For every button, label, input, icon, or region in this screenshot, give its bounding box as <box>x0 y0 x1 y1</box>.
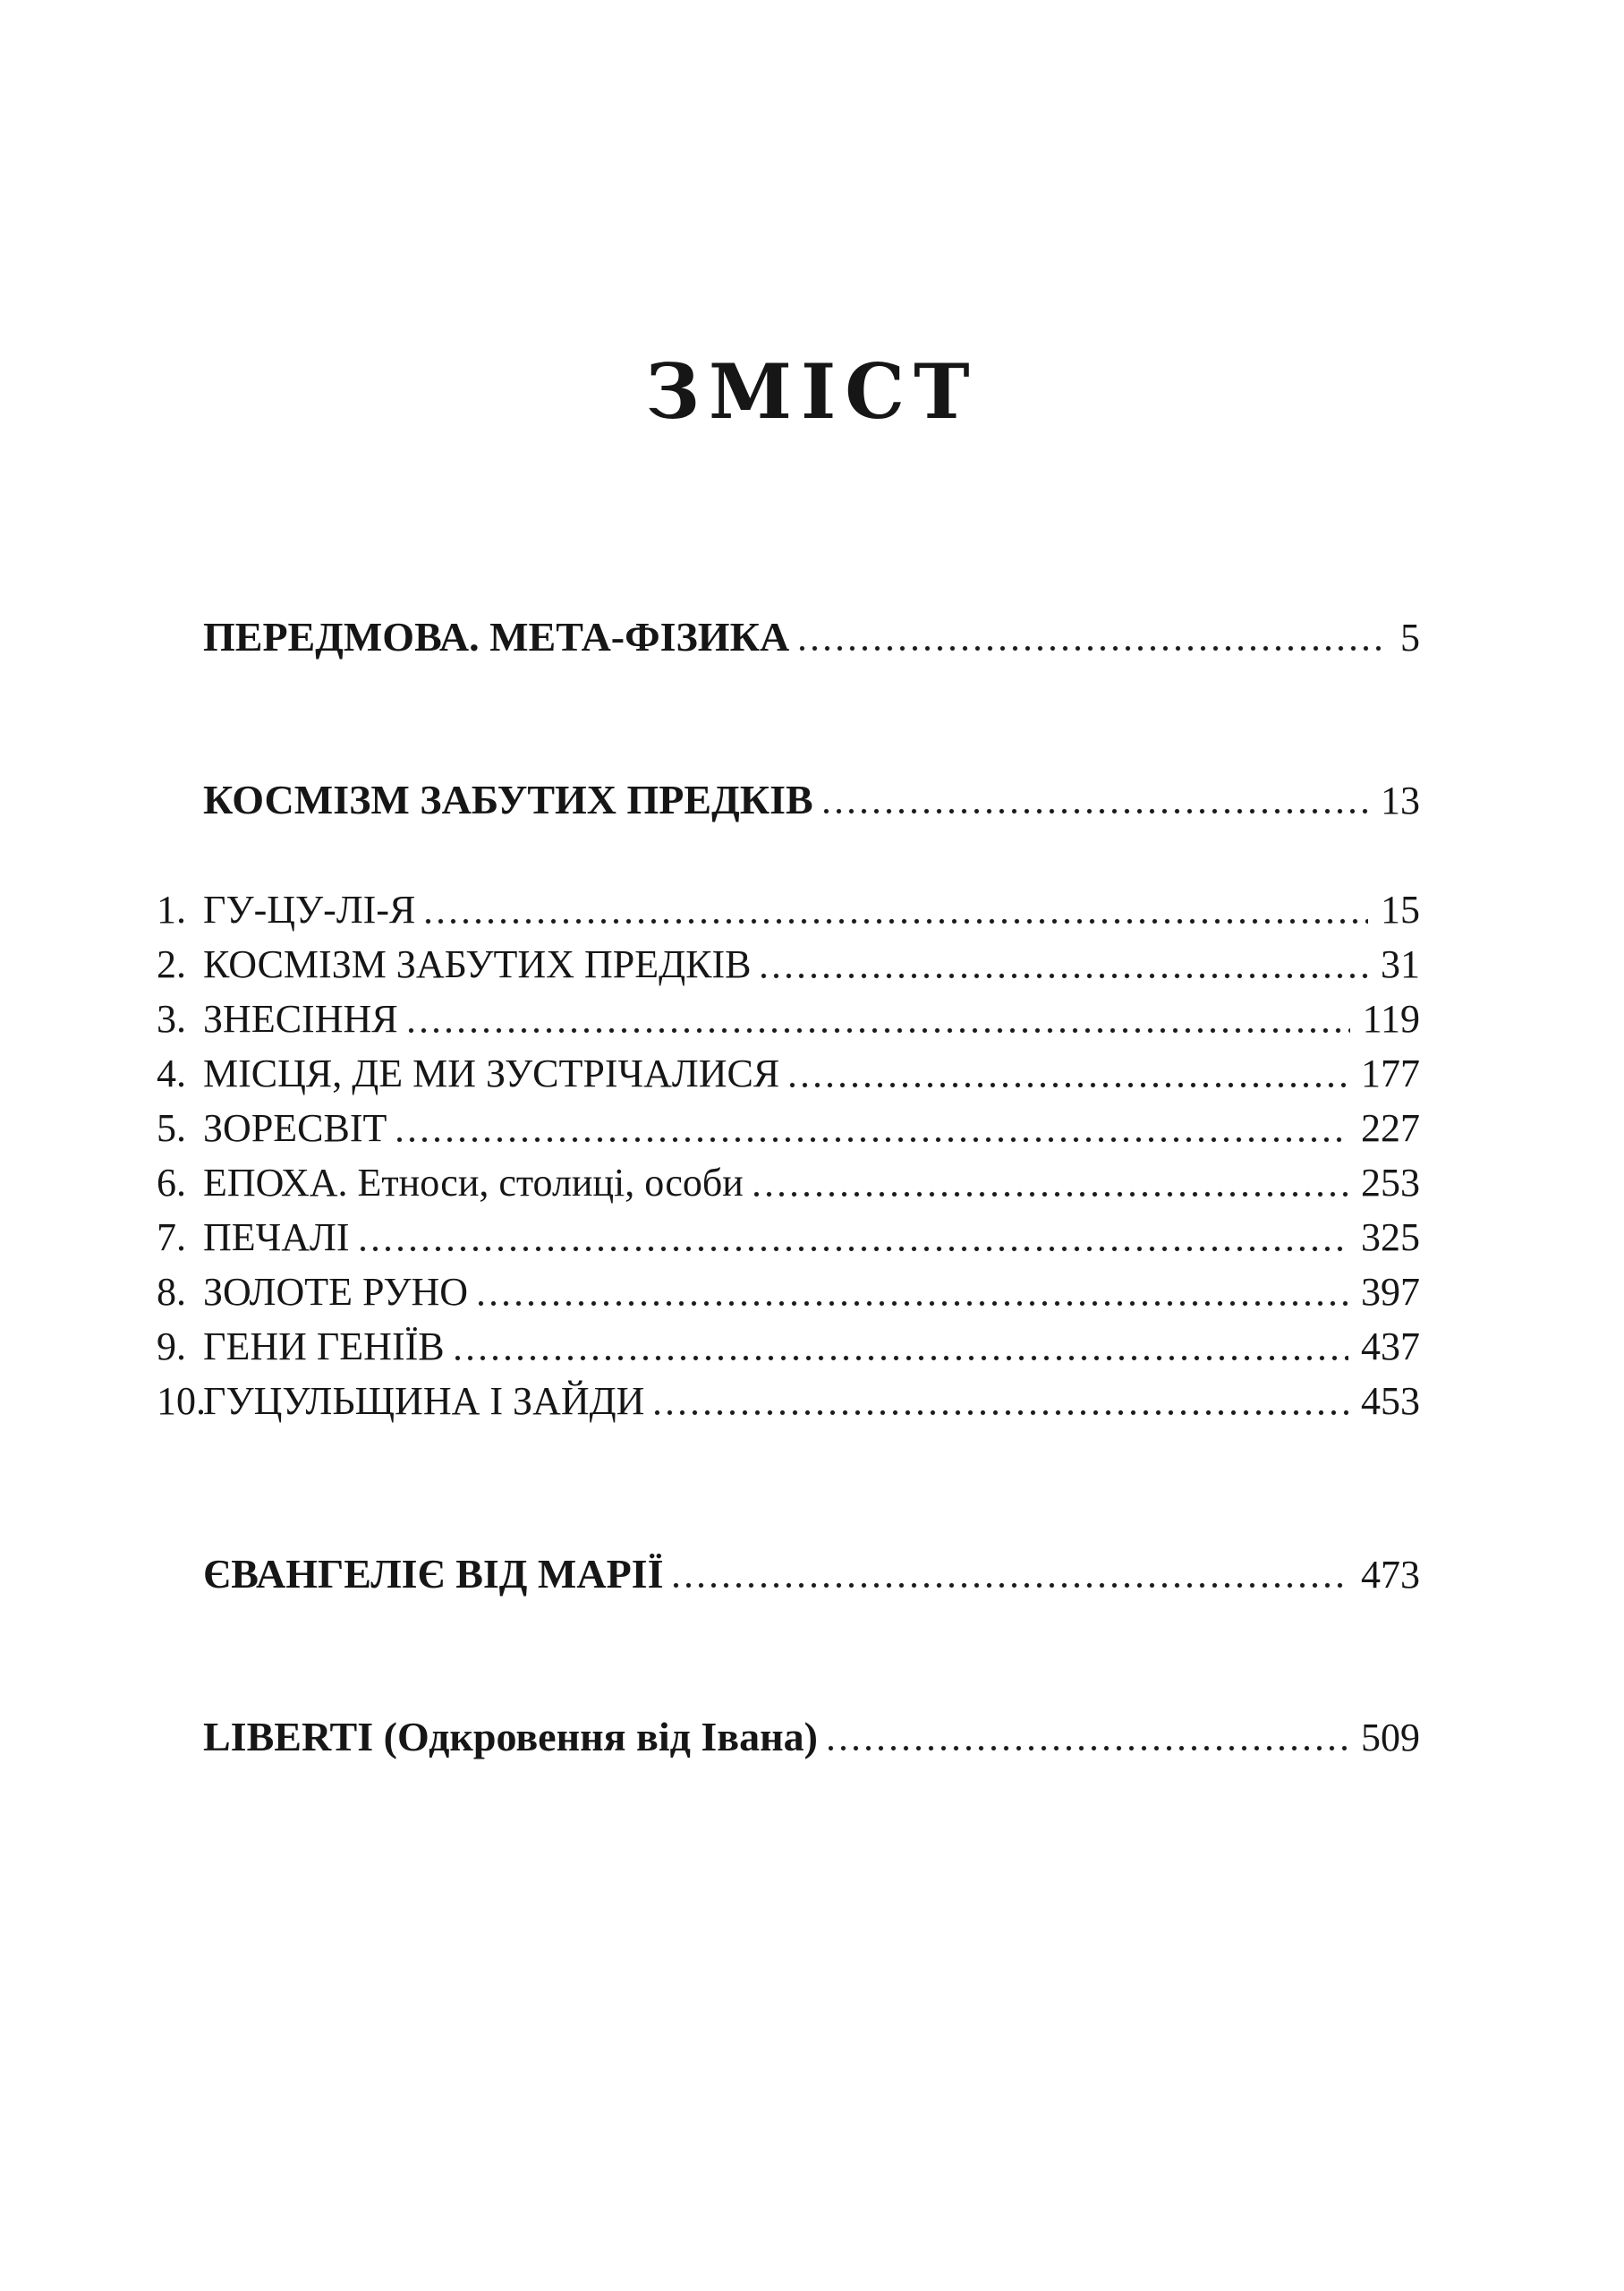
entry-label: ЗОЛОТЕ РУНО <box>203 1270 469 1314</box>
entry-label: ГЕНИ ГЕНІЇВ <box>203 1324 445 1368</box>
dot-leader <box>827 1744 1348 1752</box>
entry-page-number: 5 <box>1400 616 1420 660</box>
chapter-number: 8. <box>157 1270 186 1314</box>
toc-entry-chapter-7 <box>157 1210 1420 1265</box>
dot-leader <box>477 1299 1348 1307</box>
dot-leader <box>359 1245 1348 1253</box>
chapter-number: 4. <box>157 1052 186 1095</box>
chapter-number: 9. <box>157 1324 186 1368</box>
entry-label: ЗОРЕСВІТ <box>203 1106 387 1150</box>
dot-leader <box>653 1409 1348 1417</box>
entry-page-number: 253 <box>1361 1161 1420 1205</box>
entry-label: ЗНЕСІННЯ <box>203 997 398 1041</box>
table-of-contents <box>157 609 1420 1764</box>
entry-page-number: 453 <box>1361 1379 1420 1423</box>
dot-leader <box>760 972 1368 980</box>
toc-entry-preface <box>203 609 1420 664</box>
chapter-number: 5. <box>157 1106 186 1150</box>
chapter-number: 2. <box>157 942 186 986</box>
chapter-number: 10. <box>157 1379 206 1423</box>
dot-leader <box>788 1081 1348 1089</box>
entry-label: ЕПОХА. Етноси, столиці, особи <box>203 1161 744 1205</box>
dot-leader <box>672 1581 1348 1589</box>
toc-entry-chapter-10 <box>157 1374 1420 1428</box>
entry-label: МІСЦЯ, ДЕ МИ ЗУСТРІЧАЛИСЯ <box>203 1052 780 1095</box>
entry-page-number: 119 <box>1362 997 1420 1041</box>
entry-label: ПЕЧАЛІ <box>203 1215 350 1259</box>
chapter-number: 3. <box>157 997 186 1041</box>
toc-entry-part3 <box>203 1709 1420 1764</box>
toc-entry-part1-heading <box>203 772 1420 827</box>
entry-page-number: 473 <box>1361 1553 1420 1597</box>
toc-entry-part2 <box>203 1546 1420 1601</box>
entry-page-number: 227 <box>1361 1106 1420 1150</box>
chapter-number: 1. <box>157 888 186 932</box>
dot-leader <box>395 1136 1348 1144</box>
toc-entry-chapter-5 <box>157 1101 1420 1155</box>
dot-leader <box>752 1190 1348 1198</box>
contents-title: ЗМІСТ <box>645 347 979 436</box>
entry-page-number: 325 <box>1361 1215 1420 1259</box>
entry-page-number: 397 <box>1361 1270 1420 1314</box>
entry-label: КОСМІЗМ ЗАБУТИХ ПРЕДКІВ <box>203 777 813 822</box>
entry-label: LIBERTI (Одкровення від Івана) <box>203 1714 818 1759</box>
entry-page-number: 509 <box>1361 1716 1420 1759</box>
entry-label: ЄВАНГЕЛІЄ ВІД МАРІЇ <box>203 1551 664 1597</box>
toc-entry-chapter-6 <box>157 1155 1420 1210</box>
toc-entry-chapter-4 <box>157 1046 1420 1101</box>
dot-leader <box>407 1026 1350 1035</box>
entry-page-number: 15 <box>1381 888 1420 932</box>
toc-entry-chapter-3 <box>157 992 1420 1046</box>
entry-label: КОСМІЗМ ЗАБУТИХ ПРЕДКІВ <box>203 942 752 986</box>
entry-page-number: 177 <box>1361 1052 1420 1095</box>
dot-leader <box>424 917 1368 925</box>
toc-entry-chapter-2 <box>157 937 1420 992</box>
toc-entry-chapter-1 <box>157 882 1420 937</box>
toc-entry-chapter-9 <box>157 1319 1420 1374</box>
entry-label: ПЕРЕДМОВА. МЕТА-ФІЗИКА <box>203 614 790 660</box>
entry-page-number: 13 <box>1381 779 1420 822</box>
entry-page-number: 31 <box>1381 942 1420 986</box>
chapter-number: 7. <box>157 1215 186 1259</box>
toc-entry-chapter-8 <box>157 1265 1420 1319</box>
entry-label: ГУЦУЛЬЩИНА І ЗАЙДИ <box>203 1379 645 1423</box>
dot-leader <box>822 807 1368 815</box>
chapter-number: 6. <box>157 1161 186 1205</box>
entry-page-number: 437 <box>1361 1324 1420 1368</box>
entry-label: ГУ-ЦУ-ЛІ-Я <box>203 888 416 932</box>
dot-leader <box>798 644 1388 652</box>
dot-leader <box>454 1354 1348 1362</box>
